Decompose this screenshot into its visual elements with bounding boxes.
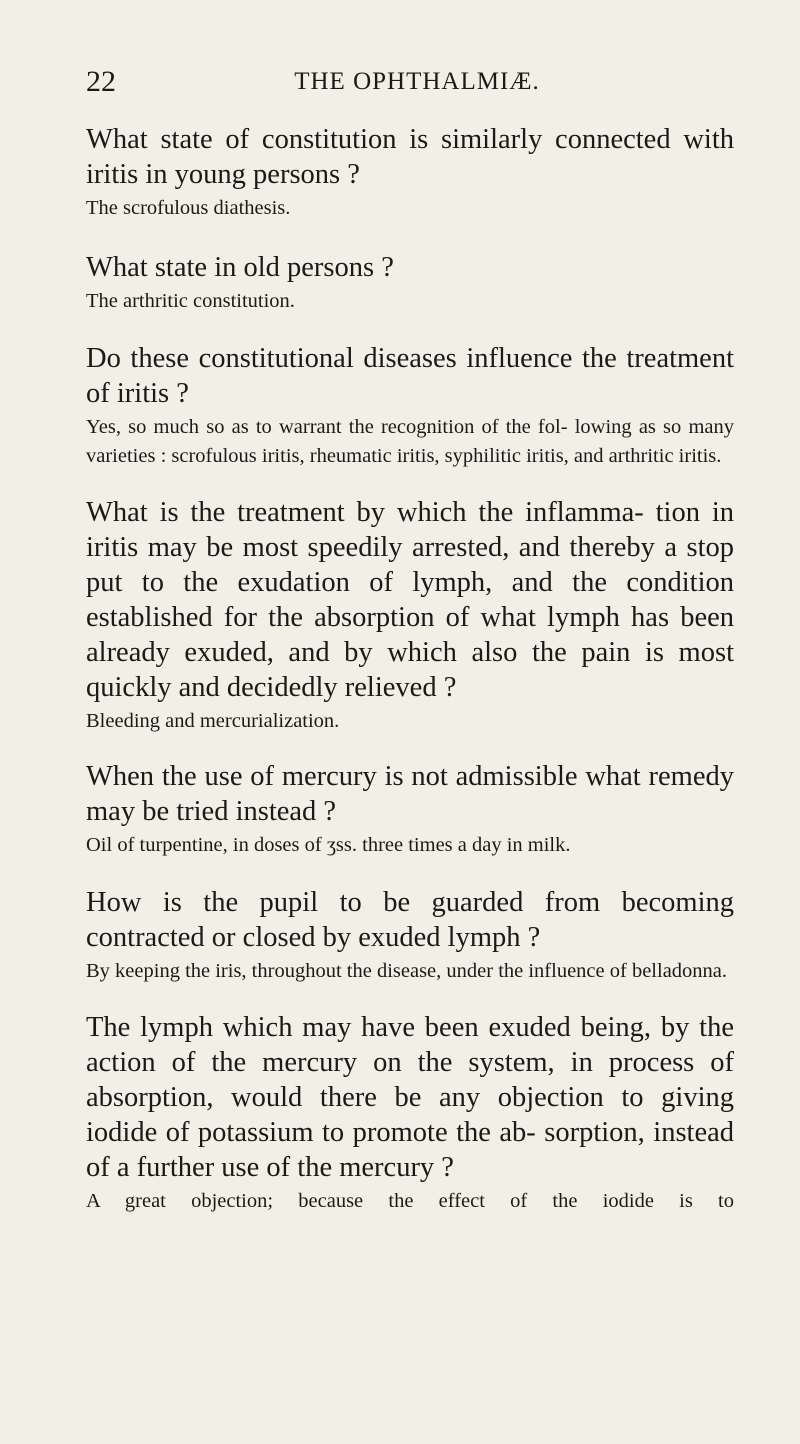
answer: Oil of turpentine, in doses of ʒss. three times a day in milk. [86, 834, 571, 856]
running-title: THE OPHTHALMIÆ. [294, 68, 540, 95]
qa-entry-7 [86, 1010, 734, 1216]
page-body [86, 122, 734, 1216]
answer: Bleeding and mercurialization. [86, 710, 340, 732]
qa-entry-1 [86, 122, 734, 223]
answer: The arthritic constitution. [86, 290, 295, 312]
question: What is the treatment by which the inflamma- tion in iritis may be most speedily arrested, and thereby a stop put to the exudation of lymph, and the condition established for the absorption of what lymph has been already exuded, and by which also the pain is most quickly and decidedly relieved ? [86, 497, 734, 703]
question: Do these constitutional diseases influence the treatment of iritis ? [86, 343, 734, 409]
qa-entry-2 [86, 250, 734, 316]
question: The lymph which may have been exuded being, by the action of the mercury on the system, in process of absorption, would there be any objection to giving iodide of potassium to promote the ab- sorption, instead of a further use of the mercury ? [86, 1012, 734, 1183]
qa-entry-6 [86, 885, 734, 986]
answer: The scrofulous diathesis. [86, 197, 291, 219]
answer: By keeping the iris, throughout the disease, under the influence of belladonna. [86, 960, 728, 982]
qa-entry-4 [86, 495, 734, 736]
question: When the use of mercury is not admissible what remedy may be tried instead ? [86, 761, 734, 827]
qa-entry-5 [86, 759, 734, 860]
answer: A great objection; because the effect of the iodide is to [86, 1190, 734, 1212]
question: How is the pupil to be guarded from becoming contracted or closed by exuded lymph ? [86, 887, 734, 953]
answer: Yes, so much so as to warrant the recognition of the fol- lowing as so many varieties : scrofulous iritis, rheumatic iritis, syphilitic iritis, and arthritic iritis. [86, 416, 734, 467]
qa-entry-3 [86, 341, 734, 471]
question: What state of constitution is similarly connected with iritis in young persons ? [86, 124, 734, 190]
question: What state in old persons ? [86, 252, 394, 283]
page-header [86, 62, 726, 102]
page-number: 22 [86, 65, 116, 98]
